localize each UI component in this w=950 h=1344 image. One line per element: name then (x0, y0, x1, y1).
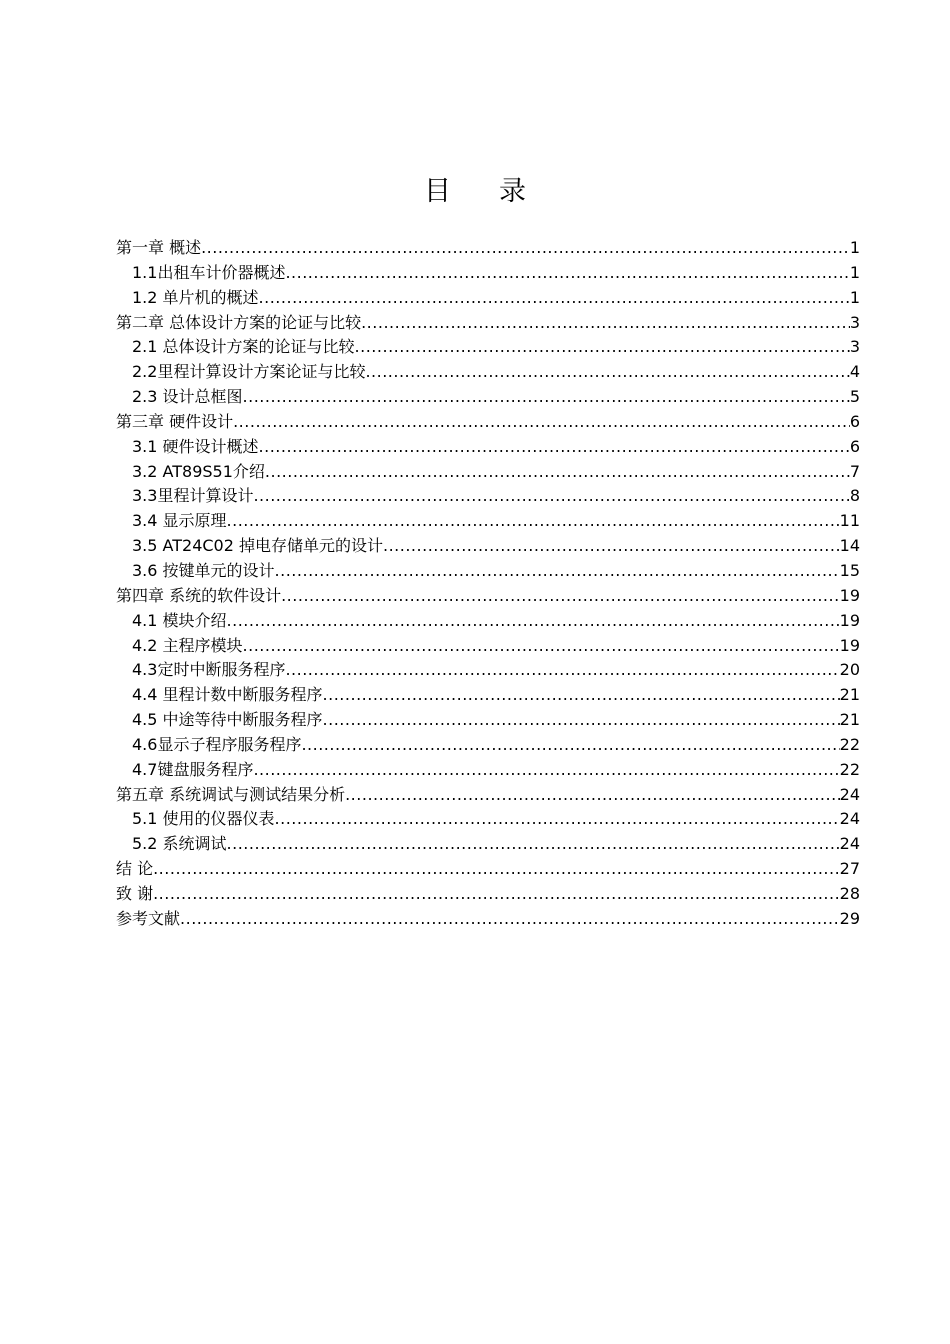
toc-chapter-entry[interactable] (116, 907, 860, 932)
toc-dot-leader (301, 733, 839, 758)
toc-dot-leader (355, 335, 850, 360)
toc-page-number: 29 (839, 908, 860, 928)
toc-entry-label: 3.6 按键单元的设计 (132, 560, 275, 580)
toc-entry-label: 3.2 AT89S51介绍 (132, 461, 265, 481)
toc-dot-leader (253, 758, 839, 783)
toc-entry-label: 5.1 使用的仪器仪表 (132, 809, 275, 829)
toc-dot-leader (265, 460, 850, 485)
toc-section-entry[interactable] (116, 683, 860, 708)
toc-section-entry[interactable] (116, 609, 860, 634)
toc-page-number: 3 (849, 337, 860, 357)
toc-entry-label: 参考文献 (116, 908, 181, 928)
toc-entry-label: 2.1 总体设计方案的论证与比较 (132, 337, 355, 357)
toc-dot-leader (180, 907, 840, 932)
toc-chapter-entry[interactable] (116, 236, 860, 261)
toc-page-number: 1 (849, 287, 860, 307)
toc-entry-label: 2.2里程计算设计方案论证与比较 (132, 362, 366, 382)
toc-page-number: 21 (839, 685, 860, 705)
toc-section-entry[interactable] (116, 435, 860, 460)
toc-page-number: 24 (839, 784, 860, 804)
toc-entry-label: 3.5 AT24C02 掉电存储单元的设计 (132, 536, 383, 556)
toc-dot-leader (253, 484, 849, 509)
toc-entry-label: 1.1出租车计价器概述 (132, 262, 286, 282)
toc-chapter-entry[interactable] (116, 410, 860, 435)
toc-dot-leader (275, 559, 840, 584)
toc-section-entry[interactable] (116, 385, 860, 410)
toc-page-number: 7 (849, 461, 860, 481)
toc-page-number: 22 (839, 759, 860, 779)
toc-dot-leader (233, 410, 850, 435)
toc-page-number: 11 (839, 511, 860, 531)
toc-section-entry[interactable] (116, 708, 860, 733)
toc-section-entry[interactable] (116, 658, 860, 683)
toc-entry-label: 5.2 系统调试 (132, 834, 227, 854)
toc-entry-label: 4.1 模块介绍 (132, 610, 227, 630)
toc-dot-leader (281, 584, 840, 609)
toc-section-entry[interactable] (116, 460, 860, 485)
toc-entry-label: 第四章 系统的软件设计 (116, 585, 282, 605)
toc-dot-leader (285, 261, 849, 286)
toc-page-number: 24 (839, 809, 860, 829)
toc-page-number: 24 (839, 834, 860, 854)
toc-page-number: 27 (839, 859, 860, 879)
toc-page-number: 28 (839, 883, 860, 903)
toc-page-number: 19 (839, 610, 860, 630)
toc-dot-leader (243, 385, 850, 410)
toc-dot-leader (227, 832, 840, 857)
toc-section-entry[interactable] (116, 634, 860, 659)
toc-dot-leader (243, 634, 840, 659)
toc-page-number: 5 (849, 387, 860, 407)
toc-entry-label: 4.3定时中断服务程序 (132, 660, 286, 680)
toc-dot-leader (259, 435, 850, 460)
toc-entry-label: 第二章 总体设计方案的论证与比较 (116, 312, 362, 332)
toc-dot-leader (259, 286, 850, 311)
toc-entry-label: 4.7键盘服务程序 (132, 759, 254, 779)
toc-page-number: 19 (839, 635, 860, 655)
toc-entry-label: 4.4 里程计数中断服务程序 (132, 685, 323, 705)
toc-section-entry[interactable] (116, 807, 860, 832)
toc-page-number: 1 (849, 238, 860, 257)
toc-page-number: 1 (849, 262, 860, 282)
toc-chapter-entry[interactable] (116, 311, 860, 336)
toc-dot-leader (383, 534, 840, 559)
toc-dot-leader (227, 509, 840, 534)
toc-dot-leader (285, 658, 839, 683)
toc-page-number: 4 (849, 362, 860, 382)
toc-section-entry[interactable] (116, 360, 860, 385)
toc-entry-label: 4.6显示子程序服务程序 (132, 734, 302, 754)
toc-page-number: 22 (839, 734, 860, 754)
toc-section-entry[interactable] (116, 286, 860, 311)
toc-entry-label: 第三章 硬件设计 (116, 411, 234, 431)
toc-dot-leader (227, 609, 840, 634)
toc-section-entry[interactable] (116, 261, 860, 286)
toc-page-number: 6 (849, 411, 860, 431)
toc-entry-label: 结 论 (116, 859, 154, 879)
toc-section-entry[interactable] (116, 832, 860, 857)
toc-page-number: 19 (839, 585, 860, 605)
table-of-contents (116, 236, 860, 932)
toc-section-entry[interactable] (116, 335, 860, 360)
toc-page-number: 21 (839, 710, 860, 730)
toc-page-number: 15 (839, 560, 860, 580)
toc-dot-leader (345, 783, 840, 808)
toc-chapter-entry[interactable] (116, 882, 860, 907)
toc-dot-leader (361, 311, 850, 336)
toc-section-entry[interactable] (116, 484, 860, 509)
toc-section-entry[interactable] (116, 758, 860, 783)
toc-section-entry[interactable] (116, 534, 860, 559)
toc-entry-label: 致 谢 (116, 883, 154, 903)
toc-entry-label: 第五章 系统调试与测试结果分析 (116, 784, 346, 804)
toc-chapter-entry[interactable] (116, 584, 860, 609)
toc-dot-leader (153, 882, 840, 907)
toc-entry-label: 3.3里程计算设计 (132, 486, 254, 506)
title-char-2: 录 (499, 176, 526, 207)
toc-page-number: 20 (839, 660, 860, 680)
toc-entry-label: 3.1 硬件设计概述 (132, 436, 259, 456)
toc-entry-label: 3.4 显示原理 (132, 511, 227, 531)
toc-section-entry[interactable] (116, 733, 860, 758)
toc-entry-label: 1.2 单片机的概述 (132, 287, 259, 307)
toc-entry-label: 4.2 主程序模块 (132, 635, 243, 655)
toc-section-entry[interactable] (116, 509, 860, 534)
toc-entry-label: 第一章 概述 (116, 238, 202, 257)
page-title (0, 172, 950, 212)
toc-dot-leader (323, 708, 840, 733)
toc-entry-label: 4.5 中途等待中断服务程序 (132, 710, 323, 730)
toc-dot-leader (323, 683, 840, 708)
toc-dot-leader (153, 857, 840, 882)
toc-page-number: 14 (839, 536, 860, 556)
toc-chapter-entry[interactable] (116, 857, 860, 882)
toc-page-number: 3 (849, 312, 860, 332)
toc-page-number: 6 (849, 436, 860, 456)
toc-dot-leader (275, 807, 840, 832)
toc-entry-label: 2.3 设计总框图 (132, 387, 243, 407)
toc-dot-leader (201, 236, 850, 261)
toc-chapter-entry[interactable] (116, 783, 860, 808)
toc-section-entry[interactable] (116, 559, 860, 584)
toc-dot-leader (365, 360, 849, 385)
toc-page-number: 8 (849, 486, 860, 506)
title-char-1: 目 (424, 176, 451, 207)
